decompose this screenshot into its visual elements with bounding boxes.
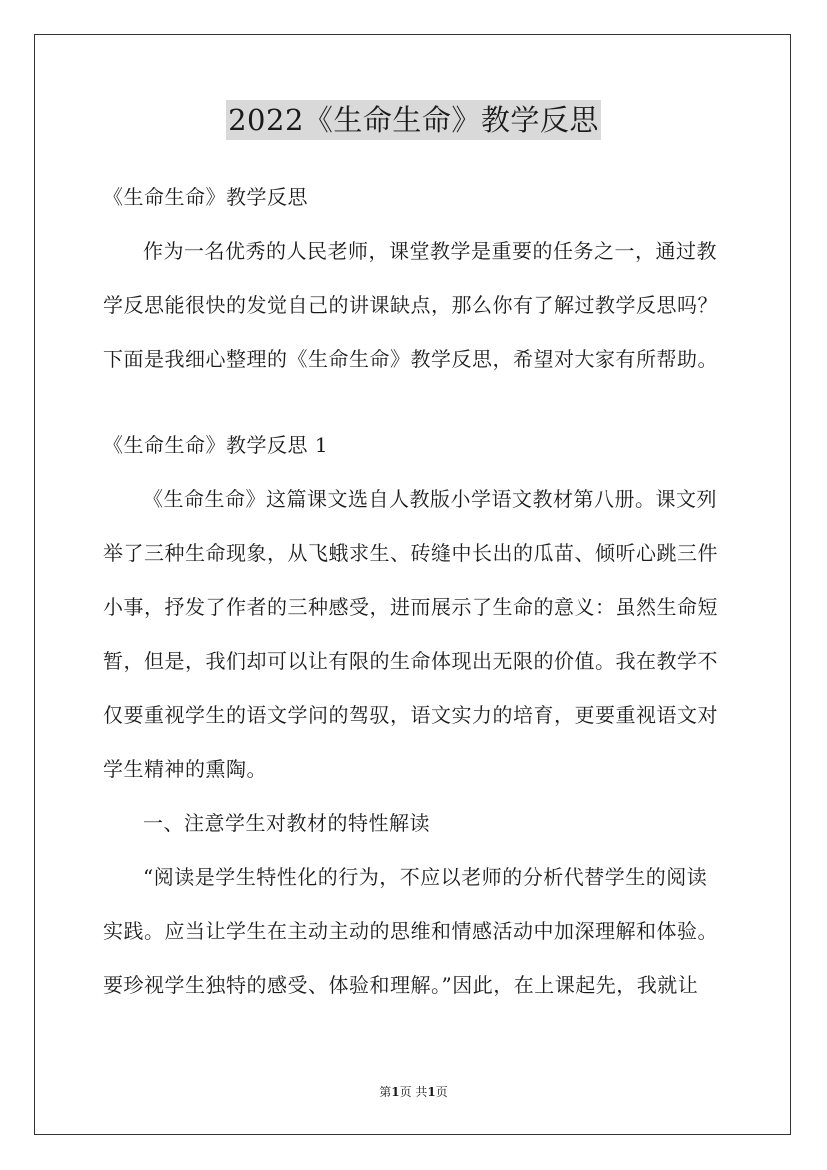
footer-page-number: 1 <box>391 1085 400 1099</box>
intro-line-2: 学反思能很快的发觉自己的讲课缺点，那么你有了解过教学反思吗？ <box>103 293 718 317</box>
footer-page-total: 1 <box>427 1085 436 1099</box>
paragraph-line: 举了三种生命现象，从飞蛾求生、砖缝中长出的瓜苗、倾听心跳三件 <box>103 541 718 565</box>
title-wrap <box>0 100 827 140</box>
paragraph-line: 学生精神的熏陶。 <box>103 757 267 781</box>
footer-suffix: 页 <box>435 1085 448 1099</box>
paragraph-line: 《生命生命》这篇课文选自人教版小学语文教材第八册。课文列 <box>143 487 717 511</box>
section-heading: 《生命生命》教学反思 1 <box>103 433 329 457</box>
paragraph-line: 暂，但是，我们却可以让有限的生命体现出无限的价值。我在教学不 <box>103 649 718 673</box>
paragraph-spacer <box>103 386 728 418</box>
page-footer <box>0 1084 827 1100</box>
intro-line-3: 下面是我细心整理的《生命生命》教学反思，希望对大家有所帮助。 <box>103 347 718 371</box>
document-body <box>103 170 728 1012</box>
document-title: 2022《生命生命》教学反思 <box>226 100 601 140</box>
paragraph-line: “阅读是学生特性化的行为，不应以老师的分析代替学生的阅读 <box>143 865 708 889</box>
document-subtitle: 《生命生命》教学反思 <box>103 185 308 209</box>
point-heading: 一、注意学生对教材的特性解读 <box>143 811 430 835</box>
paragraph-line: 要珍视学生独特的感受、体验和理解。”因此，在上课起先，我就让 <box>103 973 699 997</box>
paragraph-line: 小事，抒发了作者的三种感受，进而展示了生命的意义：虽然生命短 <box>103 595 718 619</box>
paragraph-line: 仅要重视学生的语文学问的驾驭，语文实力的培育，更要重视语文对 <box>103 703 718 727</box>
footer-mid: 页 共 <box>399 1085 428 1099</box>
footer-prefix: 第 <box>379 1085 392 1099</box>
intro-line-1: 作为一名优秀的人民老师，课堂教学是重要的任务之一，通过教 <box>143 239 717 263</box>
paragraph-line: 实践。应当让学生在主动主动的思维和情感活动中加深理解和体验。 <box>103 919 718 943</box>
